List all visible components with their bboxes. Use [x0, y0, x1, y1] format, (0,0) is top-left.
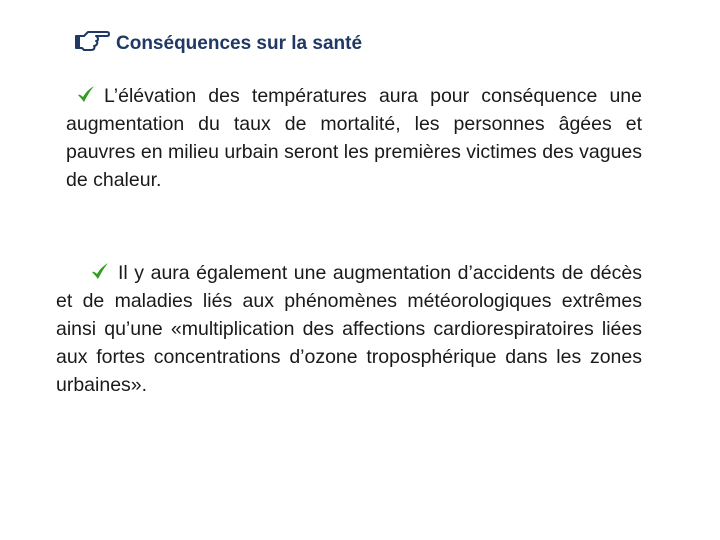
checkmark-icon — [90, 262, 110, 280]
section-heading — [74, 24, 362, 64]
pointing-hand-icon — [74, 28, 110, 52]
checkmark-icon — [76, 85, 96, 103]
bullet-paragraph-2 — [56, 259, 642, 399]
bullet-text-1: L’élévation des températures aura pour conséquence une augmentation du taux de mortalité, les personnes âgées et pauvres en milieu urbain seront les premières victimes des vagues de chaleur. — [66, 85, 642, 191]
bullet-paragraph-1 — [66, 82, 642, 194]
bullet-text-2: Il y aura également une augmentation d’accidents de décès et de maladies liés aux phénomènes météorologiques extrêmes ainsi qu’une «multiplication des affections cardiorespiratoires liées aux fortes concentrations d’ozone troposphérique dans les zones urbaines». — [56, 262, 642, 396]
section-title: Conséquences sur la santé — [116, 33, 363, 54]
